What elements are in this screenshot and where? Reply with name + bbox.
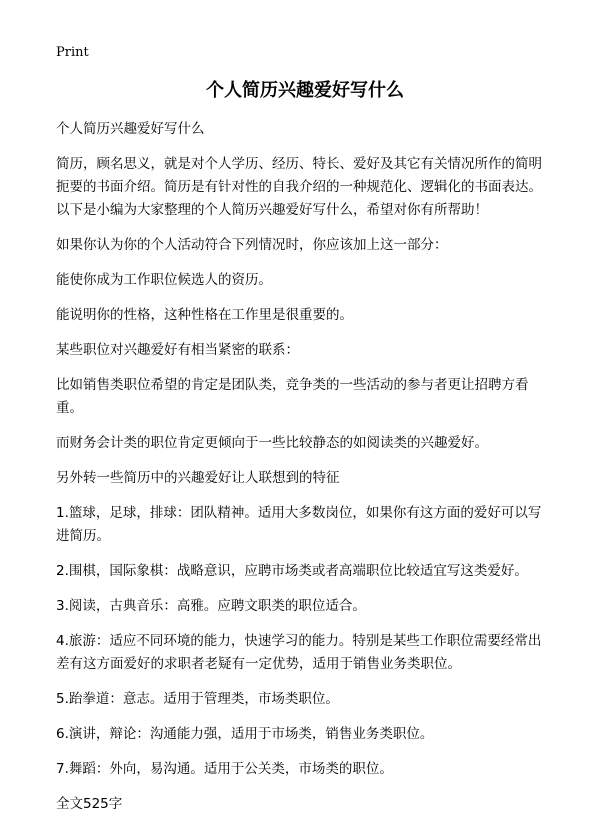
body-paragraph: 能使你成为工作职位候选人的资历。 — [56, 272, 272, 288]
print-label: Print — [56, 45, 89, 60]
intro-paragraph: 简历，顾名思义，就是对个人学历、经历、特长、爱好及其它有关情况所作的简明扼要的书面介绍。简历是有针对性的自我介绍的一种规范化、逻辑化的书面表达。以下是小编为大家整理的个人简历兴趣爱好写什么，希望对你有所帮助！ — [56, 156, 542, 218]
subtitle-paragraph: 个人简历兴趣爱好写什么 — [56, 121, 205, 137]
body-paragraph: 比如销售类职位希望的肯定是团队类，竞争类的一些活动的参与者更让招聘方看重。 — [56, 377, 529, 416]
list-item: 6.演讲，辩论：沟通能力强，适用于市场类，销售业务类职位。 — [56, 726, 434, 742]
word-count: 全文525字 — [56, 796, 123, 812]
page-title: 个人简历兴趣爱好写什么 — [206, 80, 404, 101]
body-paragraph: 如果你认为你的个人活动符合下列情况时，你应该加上这一部分： — [56, 237, 448, 253]
body-paragraph: 能说明你的性格，这种性格在工作里是很重要的。 — [56, 307, 353, 323]
list-item: 7.舞蹈：外向，易沟通。适用于公关类，市场类的职位。 — [56, 761, 393, 777]
body-paragraph: 而财务会计类的职位肯定更倾向于一些比较静态的如阅读类的兴趣爱好。 — [56, 435, 488, 451]
list-item: 5.跆拳道：意志。适用于管理类，市场类职位。 — [56, 691, 339, 707]
body-paragraph: 某些职位对兴趣爱好有相当紧密的联系： — [56, 342, 299, 358]
list-item: 3.阅读，古典音乐：高雅。应聘文职类的职位适合。 — [56, 598, 366, 614]
body-paragraph: 另外转一些简历中的兴趣爱好让人联想到的特征 — [56, 470, 340, 486]
list-item: 4.旅游：适应不同环境的能力，快速学习的能力。特别是某些工作职位需要经常出差有这方面爱好的求职者老疑有一定优势，适用于销售业务类职位。 — [56, 633, 542, 672]
list-item: 2.围棋，国际象棋：战略意识，应聘市场类或者高端职位比较适宜写这类爱好。 — [56, 563, 528, 579]
document-body — [56, 118, 554, 826]
list-item: 1.篮球，足球，排球：团队精神。适用大多数岗位，如果你有这方面的爱好可以写进简历。 — [56, 505, 542, 544]
